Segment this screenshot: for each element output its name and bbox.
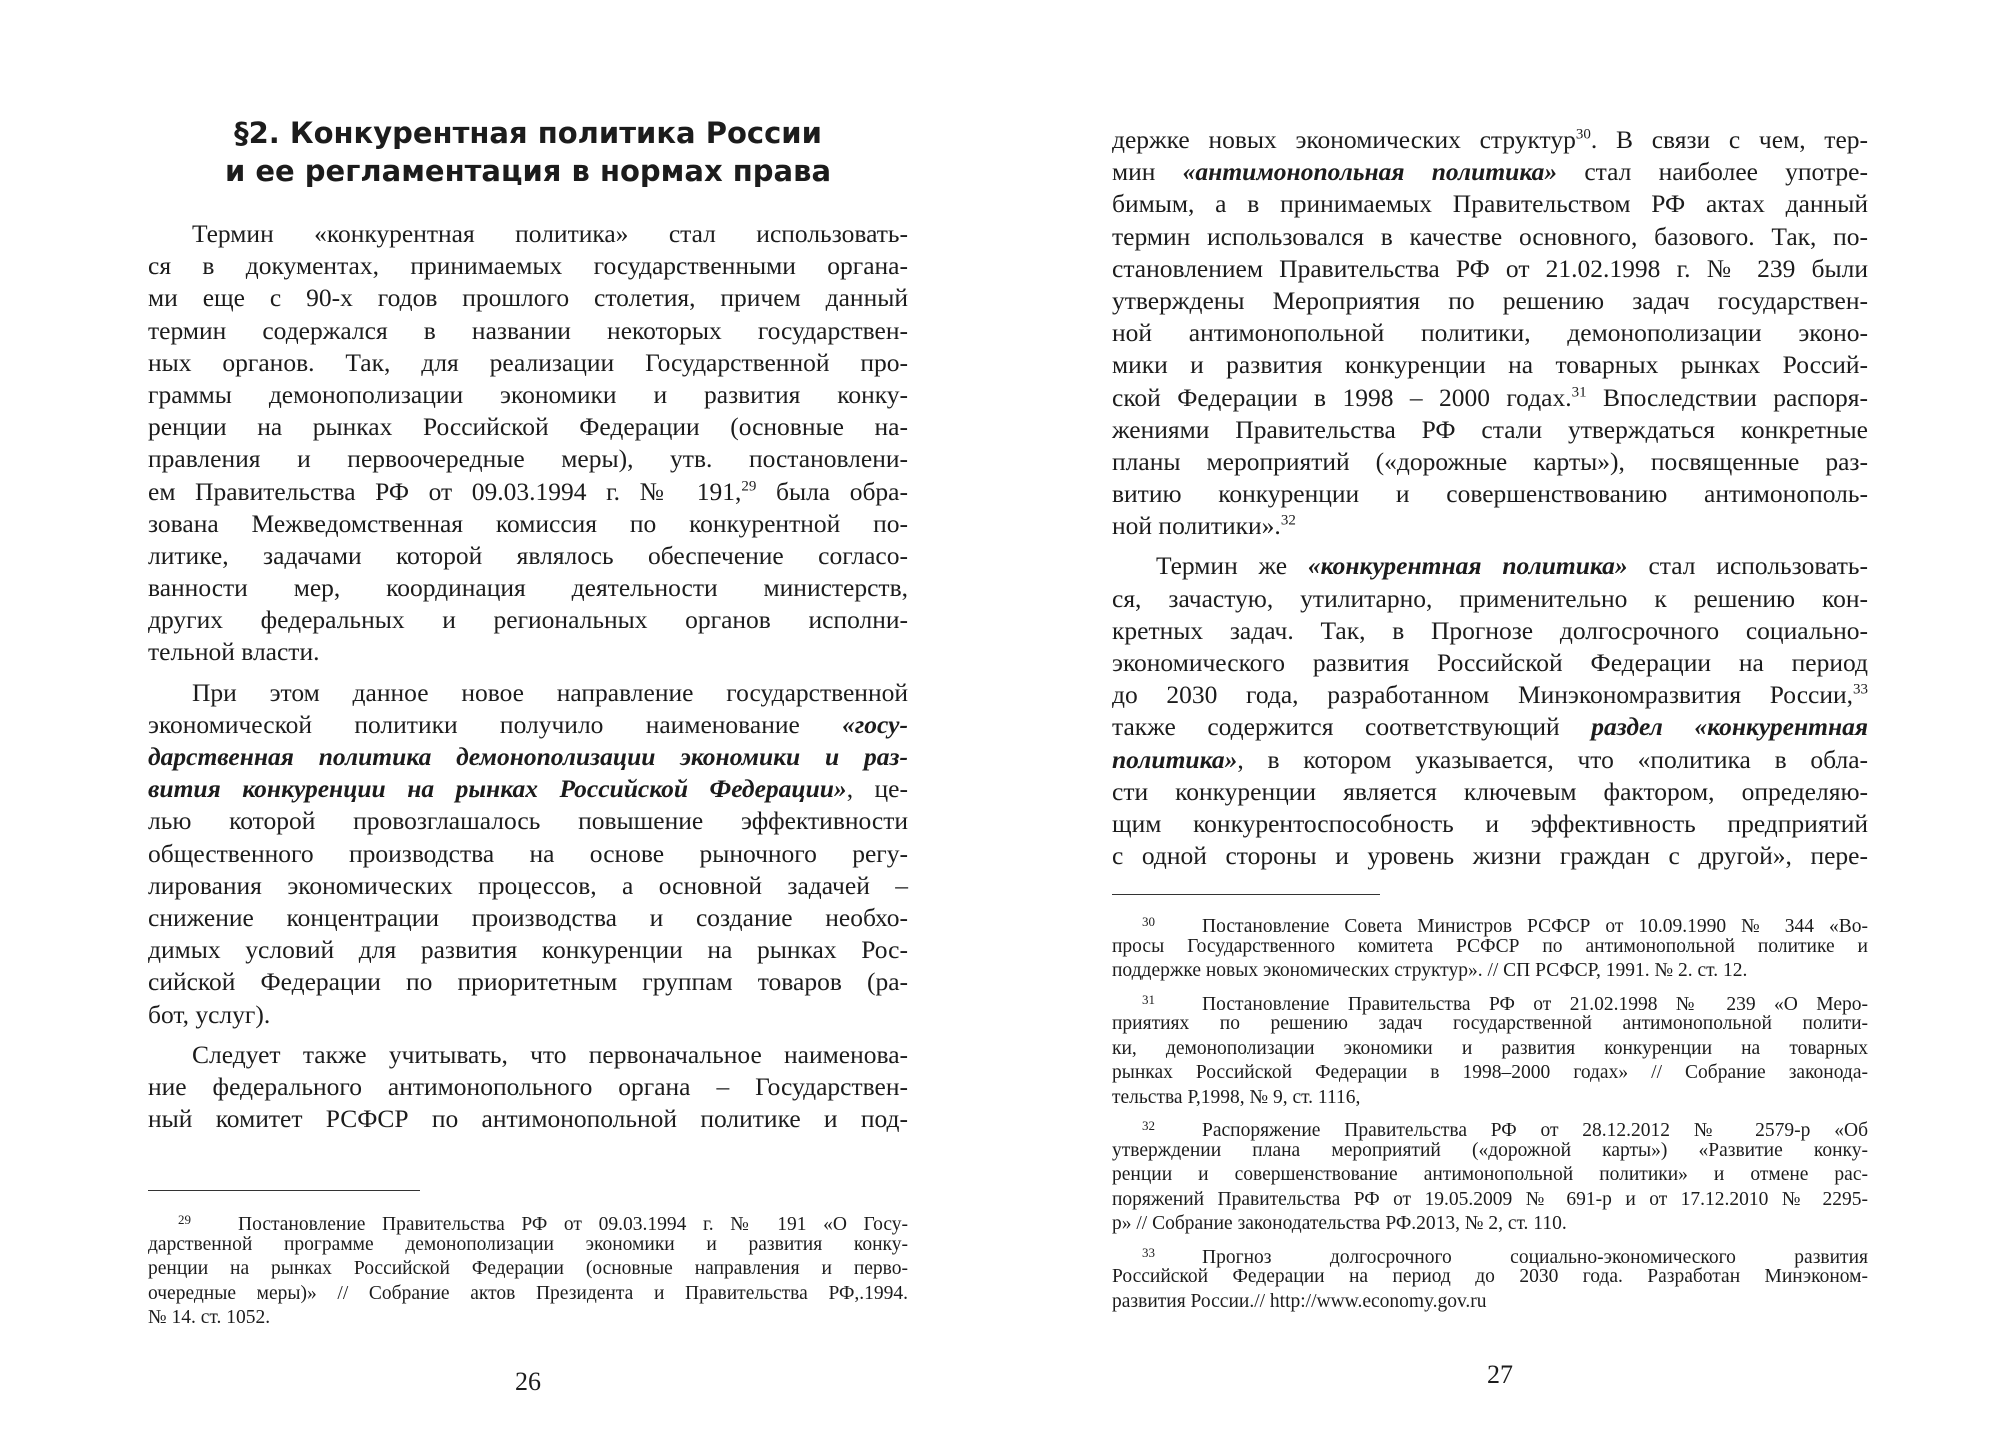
left-body-text [148, 218, 908, 1135]
left-footnotes [148, 1208, 908, 1331]
text-line: витию конкуренции и совершенствованию антимонополь- [1112, 479, 1868, 509]
footnote-line: просы Государственного комитета РСФСР по антимонопольной политике и [1112, 935, 1868, 957]
footnote-ref: 29 [741, 478, 757, 494]
text-segment: стал использовать- [1627, 551, 1868, 581]
text-line: жениями Правительства РФ стали утверждаться конкретные [1112, 414, 1868, 444]
text-line: ся, зачастую, утилитарно, применительно к решению кон- [1112, 583, 1868, 613]
text-segment: была обра- [756, 476, 908, 506]
section-heading [148, 114, 908, 190]
page-number: 27 [1487, 1360, 1513, 1389]
footnote-line: ренции и совершенствование антимонопольной политики» и отмене рас- [1112, 1164, 1868, 1185]
text-segment: Постановление Правительства РФ от 09.03.1994 г. № 191 «О Госу- [238, 1214, 908, 1235]
emphasis-text: дарственная политика демонополизации экономики и раз- [148, 742, 908, 771]
heading-line-1: §2. Конкурентная политика России [234, 116, 822, 150]
text-segment: Постановление Совета Министров РСФСР от 10.09.1990 № 344 «Во- [1202, 916, 1868, 937]
text-line [148, 773, 908, 805]
footnote-number: 33 [1142, 1244, 1155, 1260]
footnote-line: развития России.// http://www.economy.gov.ru [1112, 1290, 1487, 1312]
footnote-line: приятиях по решению задач государственной антимонопольной полити- [1112, 1013, 1868, 1034]
text-line: граммы демонополизации экономики и развития конку- [148, 379, 908, 409]
text-line: планы мероприятий («дорожные карты»), посвященные раз- [1112, 446, 1868, 476]
text-line [1112, 679, 1868, 711]
text-line: кретных задач. Так, в Прогнозе долгосрочного социально- [1112, 615, 1868, 645]
footnote-divider [148, 1190, 420, 1191]
footnote-line: дарственной программе демонополизации экономики и развития конку- [148, 1233, 908, 1255]
text-line: ренции на рынках Российской Федерации (основные на- [148, 412, 908, 442]
text-line: ние федерального антимонопольного органа – Государствен- [148, 1071, 908, 1101]
footnote-line: тельства Р,1998, № 9, ст. 1116, [1112, 1086, 1361, 1108]
text-line: снижение концентрации производства и создание необхо- [148, 902, 908, 932]
text-line: мики и развития конкуренции на товарных рынках Россий- [1112, 350, 1868, 380]
text-segment: Прогноз долгосрочного социально-экономического развития [1202, 1246, 1868, 1268]
footnote [1112, 1241, 1868, 1315]
text-segment: Постановление Правительства РФ от 21.02.1998 № 239 «О Меро- [1202, 993, 1868, 1015]
footnote-ref: 30 [1575, 126, 1591, 143]
text-segment: Распоряжение Правительства РФ от 28.12.2012 № 2579-р «Об [1202, 1120, 1868, 1141]
footnote-number: 29 [178, 1212, 191, 1227]
text-line: ной антимонопольной политики, демонополизации эконо- [1112, 318, 1868, 348]
footnote-line: № 14. ст. 1052. [148, 1307, 271, 1328]
footnote-line: утверждении плана мероприятий («дорожной карты») «Развитие конку- [1112, 1139, 1868, 1161]
text-line: ный комитет РСФСР по антимонопольной политике и под- [148, 1104, 908, 1134]
footnote-ref: 32 [1280, 512, 1296, 529]
footnote-line [1112, 988, 1868, 1013]
text-line: утверждены Мероприятия по решению задач государствен- [1112, 285, 1868, 315]
text-line [148, 741, 908, 773]
footnote-ref: 33 [1853, 681, 1868, 698]
text-line: ванности мер, координация деятельности министерств, [148, 573, 908, 603]
text-line [1112, 550, 1868, 582]
emphasis-text: раздел «конкурентная [1591, 712, 1868, 742]
text-line: сийской Федерации по приоритетным группам товаров (ра- [148, 967, 908, 997]
footnote-line: ренции на рынках Российской Федерации (основные направления и перво- [148, 1258, 908, 1279]
text-line: При этом данное новое направление государственной [192, 677, 908, 707]
footnote-line [148, 1208, 908, 1233]
footnote-line: Российской Федерации на период до 2030 года. Разработан Минэконом- [1112, 1266, 1868, 1287]
text-segment: . В связи с чем, тер- [1590, 125, 1868, 154]
text-line: становлением Правительства РФ от 21.02.1998 г. № 239 были [1112, 253, 1868, 283]
footnote-number: 32 [1142, 1118, 1155, 1133]
text-segment: , в котором указывается, что «политика в обла- [1237, 744, 1868, 774]
footnote-line [1112, 910, 1868, 935]
text-segment: до 2030 года, разработанном Минэкономразвития России, [1112, 680, 1853, 710]
text-segment: ской Федерации в 1998 – 2000 годах. [1112, 382, 1572, 412]
text-line [1112, 156, 1868, 188]
footnote-line: поряжений Правительства РФ от 19.05.2009 № 691-р и от 17.12.2010 № 2295- [1112, 1188, 1868, 1210]
text-segment: ем Правительства РФ от 09.03.1994 г. № 191, [148, 476, 742, 506]
footnote-line [1112, 1241, 1868, 1266]
text-line [148, 476, 908, 508]
text-segment: ной политики». [1112, 511, 1281, 541]
text-segment: Термин же [1156, 551, 1308, 581]
footnote-line: ки, демонополизации экономики и развития конкуренции на товарных [1112, 1037, 1868, 1059]
text-line [1112, 744, 1868, 776]
text-segment: также содержится соответствующий [1112, 712, 1592, 742]
text-line: с одной стороны и уровень жизни граждан с другой», пере- [1112, 841, 1868, 871]
text-line: зована Межведомственная комиссия по конкурентной по- [148, 508, 908, 538]
text-line: Термин «конкурентная политика» стал использовать- [192, 219, 908, 248]
footnote-line: рынках Российской Федерации в 1998–2000 годах» // Собрание законода- [1112, 1062, 1868, 1083]
footnote-number: 30 [1142, 914, 1155, 929]
text-line [1112, 382, 1868, 414]
text-line: ных органов. Так, для реализации Государственной про- [148, 347, 908, 377]
footnote-ref: 31 [1571, 384, 1587, 400]
footnote-line: поддержке новых экономических структур». // СП РСФСР, 1991. № 2. ст. 12. [1112, 960, 1748, 981]
text-segment: , це- [846, 774, 908, 804]
page-number: 26 [515, 1367, 541, 1396]
heading-line-2: и ее регламентация в нормах права [224, 154, 832, 188]
text-line: бимым, а в принимаемых Правительством РФ актах данный [1112, 189, 1868, 219]
footnote-number: 31 [1142, 991, 1155, 1007]
text-segment: стал наиболее употре- [1557, 157, 1868, 187]
text-line: димых условий для развития конкуренции на рынках Рос- [148, 935, 908, 965]
text-line: лью которой провозглашалось повышение эффективности [148, 806, 908, 836]
text-line: ми еще с 90-х годов прошлого столетия, причем данный [148, 283, 908, 313]
text-segment: держке новых экономических структур [1112, 125, 1576, 154]
footnote [1112, 910, 1868, 984]
text-line: бот, услуг). [148, 999, 271, 1029]
text-line: лирования экономических процессов, а основной задачей – [148, 870, 908, 900]
text-line: Следует также учитывать, что первоначальное наименова- [192, 1039, 908, 1069]
footnote-divider [1112, 894, 1380, 895]
text-line: литике, задачами которой являлось обеспечение согласо- [148, 540, 908, 570]
text-line: общественного производства на основе рыночного регу- [148, 838, 908, 868]
footnote-line: р» // Собрание законодательства РФ.2013, № 2, ст. 110. [1112, 1213, 1567, 1234]
emphasis-text: вития конкуренции на рынках Российской Федерации» [148, 774, 847, 804]
right-body-text [1112, 124, 1868, 872]
right-footnotes [1112, 910, 1868, 1314]
text-line: щим конкурентоспособность и эффективность предприятий [1112, 808, 1868, 838]
text-segment: мин [1112, 157, 1183, 187]
emphasis-text: «госу- [842, 709, 908, 739]
text-line [1112, 510, 1868, 542]
footnote [1112, 988, 1868, 1111]
text-line: других федеральных и региональных органов исполни- [148, 605, 908, 635]
text-line: экономического развития Российской Федерации на период [1112, 648, 1868, 677]
text-line: термин использовался в качестве основного, базового. Так, по- [1112, 221, 1868, 251]
text-line: правления и первоочередные меры), утв. постановлени- [148, 444, 908, 474]
emphasis-text: «антимонопольная политика» [1182, 157, 1558, 187]
text-line: ся в документах, принимаемых государственными органа- [148, 251, 908, 281]
text-line: тельной власти. [148, 637, 320, 667]
text-line [1112, 711, 1868, 743]
footnote-line [1112, 1114, 1868, 1139]
text-line: сти конкуренции является ключевым фактором, определяю- [1112, 776, 1868, 806]
emphasis-text: «конкурентная политика» [1307, 551, 1628, 581]
footnote [1112, 1114, 1868, 1237]
emphasis-text: политика» [1112, 744, 1238, 774]
footnote-line: очередные меры)» // Собрание актов Президента и Правительства РФ,.1994. [148, 1282, 908, 1304]
footnote [148, 1208, 908, 1331]
text-line: термин содержался в названии некоторых государствен- [148, 315, 908, 345]
text-segment: экономической политики получило наименование [148, 709, 843, 739]
text-line [148, 709, 908, 741]
text-line [1112, 124, 1868, 156]
text-segment: Впоследствии распоря- [1586, 382, 1868, 412]
